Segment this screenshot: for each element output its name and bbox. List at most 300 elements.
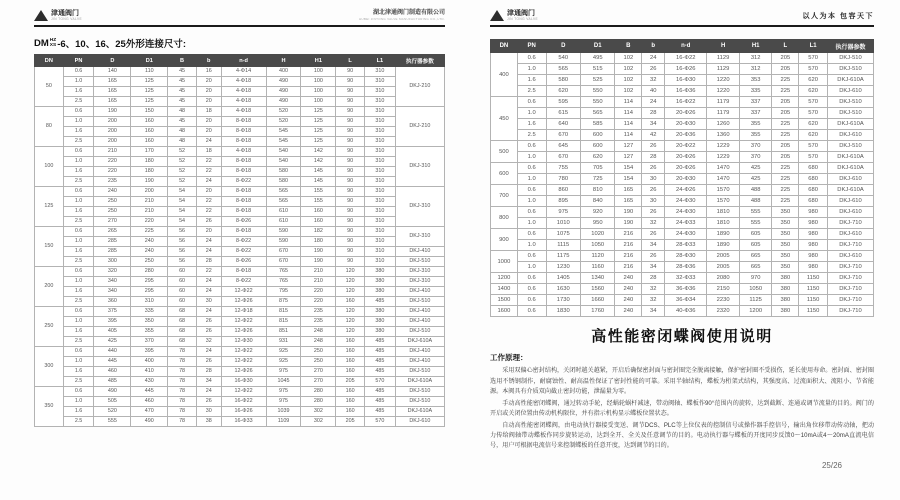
cell: 24-Φ33 [665,218,707,229]
table-row [491,152,874,163]
actuator-cell: DKJ-510 [827,64,873,75]
column-header: D1 [580,40,614,53]
cell: 570 [799,108,828,119]
cell: 235 [301,317,336,327]
table-row [491,251,874,262]
cell: 190 [94,107,131,117]
cell: 210 [131,207,168,217]
cell: 370 [739,141,772,152]
cell: 1360 [707,130,740,141]
cell: 590 [266,237,301,247]
cell: 225 [772,174,799,185]
table-row [35,347,445,357]
cell: 60 [168,267,197,277]
cell: 1150 [799,306,828,317]
table-row [35,407,445,417]
cell: 1.6 [63,87,94,97]
cell: 26 [196,327,221,337]
cell: 0.6 [517,185,546,196]
cell: 90 [336,217,365,227]
cell: 485 [364,397,395,407]
cell: 160 [131,117,168,127]
cell: 34 [642,306,665,317]
cell: 615 [546,108,580,119]
dn-cell: 800 [491,207,518,229]
cell: 590 [266,227,301,237]
cell: 4-Φ18 [221,87,266,97]
cell: 310 [364,187,395,197]
table-row [491,229,874,240]
cell: 22 [196,197,221,207]
cell: 220 [301,297,336,307]
cell: 975 [266,397,301,407]
cell: 280 [301,387,336,397]
cell: 545 [266,137,301,147]
actuator-cell: DKJ-610 [827,130,873,141]
cell: 310 [364,77,395,87]
cell: 1109 [266,417,301,427]
cell: 240 [94,187,131,197]
cell: 120 [336,327,365,337]
cell: 36-Φ36 [665,284,707,295]
column-header: D1 [131,55,168,67]
cell: 1760 [580,306,614,317]
cell: 1260 [707,119,740,130]
cell: 45 [168,97,197,107]
dn-cell: 500 [491,141,518,163]
actuator-cell: DKJ-510 [827,97,873,108]
cell: 570 [799,141,828,152]
cell: 350 [772,240,799,251]
cell: 160 [336,347,365,357]
column-header: H1 [739,40,772,53]
cell: 24 [642,97,665,108]
cell: 32 [642,295,665,306]
cell: 310 [131,297,168,307]
cell: 160 [336,397,365,407]
cell: 350 [772,262,799,273]
cell: 840 [580,196,614,207]
table-row [491,141,874,152]
cell: 90 [336,197,365,207]
cell: 300 [94,257,131,267]
cell: 340 [94,287,131,297]
cell: 90 [336,227,365,237]
table-row [35,97,445,107]
cell: 310 [364,87,395,97]
cell: 52 [168,177,197,187]
cell: 1340 [580,273,614,284]
cell: 620 [799,86,828,97]
cell: 1.6 [63,407,94,417]
cell: 1470 [707,163,740,174]
cell: 200 [94,137,131,147]
actuator-cell: DKJ-310 [395,227,444,247]
cell: 155 [301,197,336,207]
table-row [35,177,445,187]
cell: 26 [196,357,221,367]
cell: 2150 [707,284,740,295]
cell: 200 [94,117,131,127]
cell: 310 [364,97,395,107]
column-header: n-d [221,55,266,67]
cell: 460 [131,397,168,407]
cell: 190 [131,177,168,187]
cell: 395 [131,347,168,357]
table-row [35,207,445,217]
working-principle-heading: 工作原理： [490,353,528,363]
cell: 154 [615,174,642,185]
cell: 200 [94,127,131,137]
cell: 42 [642,130,665,141]
cell: 975 [266,367,301,377]
cell: 1.0 [517,108,546,119]
table-row [35,397,445,407]
actuator-cell: DKJ-710 [827,306,873,317]
cell: 22 [196,157,221,167]
cell: 28-Φ30 [665,251,707,262]
dn-cell: 1200 [491,273,518,284]
cell: 8-Φ26 [221,257,266,267]
cell: 100 [301,67,336,77]
cell: 640 [546,119,580,130]
table-row [491,130,874,141]
cell: 125 [131,77,168,87]
cell: 975 [546,207,580,218]
cell: 2080 [707,273,740,284]
dn-cell: 125 [35,187,64,227]
cell: 48 [168,107,197,117]
cell: 26 [642,229,665,240]
cell: 980 [799,207,828,218]
actuator-cell: DKJ-610 [395,417,444,427]
cell: 355 [131,327,168,337]
cell: 0.6 [517,163,546,174]
cell: 56 [168,247,197,257]
cell: 165 [94,77,131,87]
cell: 20 [196,117,221,127]
cell: 1010 [546,218,580,229]
cell: 860 [546,185,580,196]
cell: 1.6 [63,127,94,137]
cell: 248 [301,337,336,347]
cell: 225 [772,130,799,141]
cell: 485 [364,347,395,357]
cell: 100 [301,97,336,107]
cell: 425 [94,337,131,347]
cell: 160 [131,127,168,137]
cell: 0.6 [63,267,94,277]
cell: 54 [168,207,197,217]
cell: 670 [546,152,580,163]
cell: 90 [336,117,365,127]
cell: 90 [336,207,365,217]
cell: 90 [336,127,365,137]
cell: 0.6 [517,273,546,284]
cell: 980 [799,262,828,273]
cell: 78 [168,417,197,427]
cell: 270 [301,377,336,387]
cell: 1.6 [517,75,546,86]
cell: 220 [301,287,336,297]
cell: 56 [168,257,197,267]
actuator-cell: DKJ-610A [827,163,873,174]
cell: 210 [301,277,336,287]
actuator-cell: DKJ-510 [395,297,444,307]
cell: 490 [266,77,301,87]
cell: 2.5 [63,337,94,347]
cell: 45 [168,67,197,77]
cell: 1570 [707,196,740,207]
cell: 1.0 [63,157,94,167]
cell: 26 [196,397,221,407]
cell: 24 [642,53,665,64]
cell: 550 [580,97,614,108]
cell: 155 [301,187,336,197]
cell: 620 [799,130,828,141]
cell: 78 [168,387,197,397]
cell: 580 [266,167,301,177]
cell: 8-Φ22 [221,277,266,287]
cell: 310 [364,217,395,227]
cell: 190 [615,218,642,229]
cell: 310 [364,67,395,77]
cell: 320 [94,267,131,277]
cell: 1730 [546,295,580,306]
cell: 1120 [580,251,614,262]
cell: 2.5 [517,130,546,141]
cell: 114 [615,130,642,141]
dn-cell: 400 [491,53,518,97]
cell: 1.0 [517,196,546,207]
cell: 895 [546,196,580,207]
cell: 205 [336,417,365,427]
cell: 395 [94,317,131,327]
cell: 520 [94,407,131,417]
cell: 1179 [707,108,740,119]
actuator-cell: DKJ-310 [395,187,444,227]
cell: 225 [772,75,799,86]
brand-subtitle: JIN TONG VALVE [507,16,539,21]
table-header-row [491,40,874,53]
dn-cell: 300 [35,347,64,387]
cell: 68 [168,337,197,347]
cell: 54 [168,217,197,227]
cell: 8-Φ18 [221,117,266,127]
cell: 102 [615,75,642,86]
cell: 0.6 [63,347,94,357]
cell: 795 [266,287,301,297]
actuator-cell: DKJ-610A [827,119,873,130]
cell: 2.5 [63,257,94,267]
cell: 570 [364,377,395,387]
cell: 8-Φ18 [221,137,266,147]
table-row [35,137,445,147]
table-row [35,267,445,277]
cell: 765 [266,267,301,277]
cell: 610 [266,217,301,227]
cell: 240 [131,247,168,257]
cell: 205 [772,141,799,152]
cell: 20-Φ26 [665,152,707,163]
cell: 645 [546,141,580,152]
cell: 440 [94,347,131,357]
cell: 216 [615,240,642,251]
cell: 38 [196,417,221,427]
cell: 16-Φ33 [221,417,266,427]
cell: 250 [94,207,131,217]
cell: 725 [580,174,614,185]
cell: 302 [301,407,336,417]
column-header: 执行器参数 [395,55,444,67]
cell: 0.6 [63,227,94,237]
cell: 90 [336,237,365,247]
cell: 30 [196,297,221,307]
cell: 485 [364,407,395,417]
dn-cell: 350 [35,387,64,427]
cell: 2.5 [63,97,94,107]
table-row [35,117,445,127]
cell: 310 [364,237,395,247]
actuator-cell: DKJ-410 [395,357,444,367]
cell: 240 [615,295,642,306]
cell: 815 [266,307,301,317]
table-row [35,257,445,267]
cell: 225 [772,196,799,207]
title-model-bottom: XS [49,43,57,49]
column-header: H [707,40,740,53]
cell: 445 [131,387,168,397]
cell: 515 [580,64,614,75]
cell: 580 [266,177,301,187]
cell: 8-Φ18 [221,187,266,197]
actuator-cell: DKJ-310 [395,277,444,287]
actuator-cell: DKJ-210 [395,107,444,147]
cell: 0.6 [63,387,94,397]
cell: 295 [131,277,168,287]
cell: 2230 [707,295,740,306]
table-row [35,227,445,237]
cell: 2320 [707,306,740,317]
cell: 1810 [707,207,740,218]
cell: 225 [772,119,799,130]
cell: 620 [546,86,580,97]
cell: 2.5 [63,177,94,187]
cell: 565 [546,64,580,75]
actuator-cell: DKJ-610 [827,229,873,240]
cell: 565 [266,197,301,207]
table-row [35,317,445,327]
cell: 24 [196,287,221,297]
dn-cell: 200 [35,267,64,307]
cell: 670 [266,247,301,257]
actuator-cell: DKJ-510 [827,141,873,152]
cell: 68 [168,317,197,327]
cell: 160 [336,387,365,397]
actuator-cell: DKJ-410 [395,317,444,327]
table-row [35,87,445,97]
cell: 350 [772,251,799,262]
column-header: n-d [665,40,707,53]
cell: 980 [799,218,828,229]
cell: 160 [301,217,336,227]
dn-cell: 100 [35,147,64,187]
cell: 48 [168,127,197,137]
cell: 12-Φ22 [221,387,266,397]
cell: 54 [168,197,197,207]
brand-name: 津通阀门 [51,10,79,17]
cell: 240 [615,306,642,317]
cell: 165 [94,97,131,107]
cell: 78 [168,367,197,377]
cell: 310 [364,257,395,267]
cell: 16-Φ22 [665,97,707,108]
cell: 20 [196,97,221,107]
cell: 190 [301,257,336,267]
cell: 32 [196,337,221,347]
cell: 353 [739,75,772,86]
cell: 1.0 [517,152,546,163]
cell: 56 [168,227,197,237]
cell: 160 [336,357,365,367]
cell: 620 [799,75,828,86]
cell: 705 [580,163,614,174]
cell: 755 [546,163,580,174]
actuator-cell: DKJ-410 [395,307,444,317]
cell: 60 [168,287,197,297]
column-header: H1 [301,55,336,67]
cell: 815 [266,317,301,327]
cell: 154 [615,163,642,174]
dimensions-table-left [34,54,445,427]
actuator-cell: DKJ-710 [827,284,873,295]
working-principle-paragraph-3: 自动高性能密闭蝶阀，由电动执行器接受变送、调节DCS、PLC等上位仪表的控制信号或操作器手控信号，输出角位移带动传动轴，把动力传给阀轴带动蝶板作同步旋转运动，达到全开、全关及任意调节的目的。电动执行器与蝶板的开度同步反馈0～10mA或4～20mA直流电信号，用户可根据电流信号来控制蝶板的任意开度，达到调节的目的。 [490,421,874,450]
column-header: L [772,40,799,53]
cell: 1125 [739,295,772,306]
cell: 875 [266,297,301,307]
cell: 54 [168,187,197,197]
cell: 1230 [546,262,580,273]
cell: 205 [772,97,799,108]
working-principle-paragraph-2: 手动高性能密闭蝶阀，通过转动手轮，经蜗轮蜗杆减速，带动阀轴、蝶板作90°范围内的旋转，达到截断、连通或调节流量的目的。阀门的开启或关闭位置由传动机构限位，并有指示机构显示蝶板位置状态。 [490,399,874,418]
cell: 302 [301,417,336,427]
cell: 620 [799,119,828,130]
cell: 2.5 [63,297,94,307]
cell: 26 [196,317,221,327]
cell: 1830 [546,306,580,317]
cell: 60 [168,277,197,287]
cell: 120 [336,277,365,287]
cell: 78 [168,377,197,387]
cell: 90 [336,97,365,107]
cell: 0.6 [517,53,546,64]
cell: 310 [364,107,395,117]
cell: 920 [580,207,614,218]
table-row [491,295,874,306]
cell: 20-Φ26 [665,163,707,174]
cell: 810 [580,185,614,196]
cell: 68 [168,307,197,317]
cell: 26 [642,141,665,152]
cell: 45 [168,117,197,127]
cell: 1570 [707,185,740,196]
table-row [491,207,874,218]
cell: 980 [799,229,828,240]
cell: 505 [94,397,131,407]
cell: 555 [739,218,772,229]
table-row [35,107,445,117]
dn-cell: 50 [35,67,64,107]
